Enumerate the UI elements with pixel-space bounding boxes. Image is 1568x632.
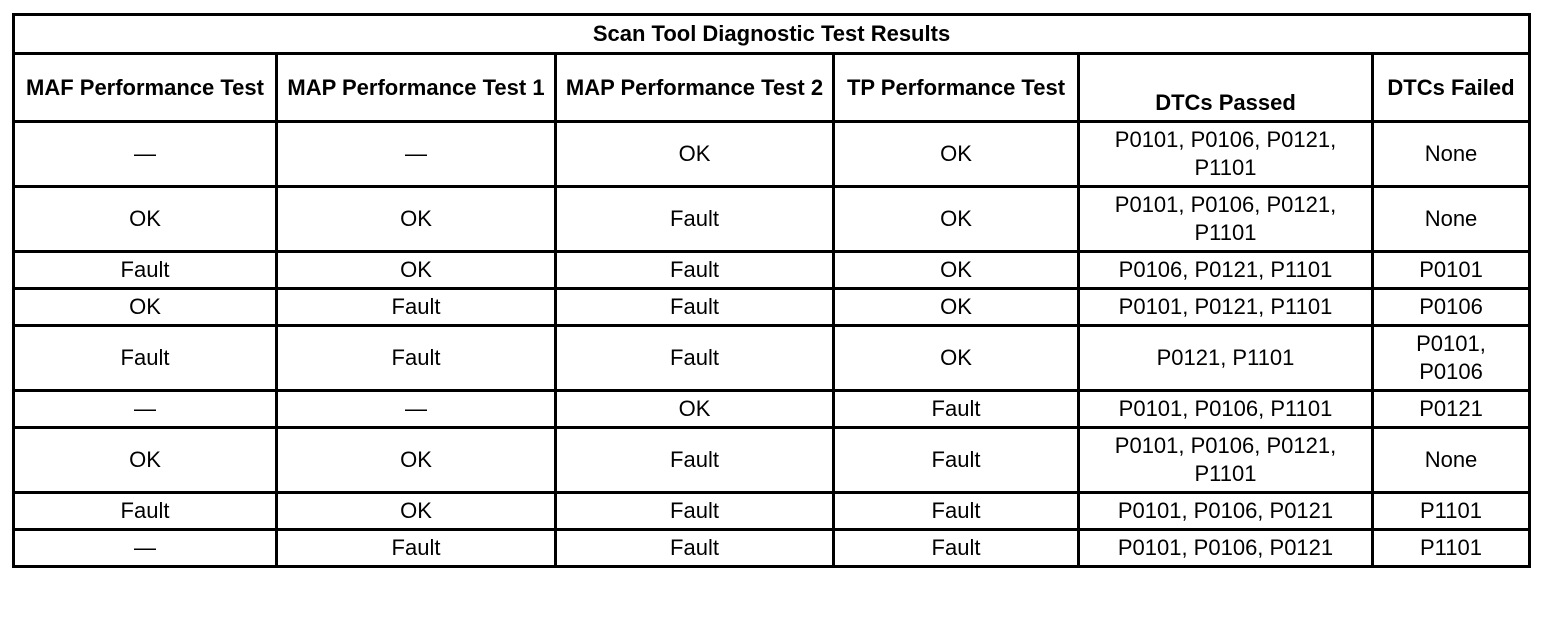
cell-dtcs-failed: P1101 [1373, 530, 1530, 567]
header-row [14, 54, 1530, 122]
table-row [14, 187, 1530, 252]
cell-dtcs-failed: P0121 [1373, 391, 1530, 428]
table-row [14, 428, 1530, 493]
cell-tp: Fault [834, 428, 1079, 493]
cell-map-1: OK [277, 187, 556, 252]
diagnostic-results-table-container [12, 13, 1531, 568]
cell-maf: — [14, 391, 277, 428]
header-maf-performance-test: MAF Performance Test [14, 54, 277, 122]
table-row [14, 326, 1530, 391]
cell-maf: OK [14, 428, 277, 493]
cell-maf: Fault [14, 493, 277, 530]
cell-map-2: OK [556, 122, 834, 187]
cell-map-2: Fault [556, 289, 834, 326]
cell-dtcs-failed: None [1373, 187, 1530, 252]
cell-dtcs-failed: None [1373, 122, 1530, 187]
header-map-performance-test-2: MAP Performance Test 2 [556, 54, 834, 122]
table-row [14, 530, 1530, 567]
cell-tp: OK [834, 326, 1079, 391]
cell-map-2: Fault [556, 326, 834, 391]
cell-dtcs-failed: P0101, P0106 [1373, 326, 1530, 391]
table-row [14, 252, 1530, 289]
cell-tp: Fault [834, 391, 1079, 428]
cell-map-1: OK [277, 252, 556, 289]
cell-map-1: OK [277, 428, 556, 493]
cell-map-1: Fault [277, 326, 556, 391]
cell-map-2: Fault [556, 187, 834, 252]
cell-maf: — [14, 530, 277, 567]
table-row [14, 289, 1530, 326]
cell-maf: — [14, 122, 277, 187]
cell-maf: Fault [14, 326, 277, 391]
cell-maf: OK [14, 187, 277, 252]
cell-dtcs-failed: P0101 [1373, 252, 1530, 289]
cell-dtcs-failed: P1101 [1373, 493, 1530, 530]
cell-map-2: Fault [556, 428, 834, 493]
cell-map-1: OK [277, 493, 556, 530]
cell-map-2: OK [556, 391, 834, 428]
cell-dtcs-passed: P0101, P0106, P0121, P1101 [1079, 428, 1373, 493]
cell-tp: Fault [834, 530, 1079, 567]
cell-tp: OK [834, 252, 1079, 289]
cell-dtcs-passed: P0101, P0106, P0121, P1101 [1079, 122, 1373, 187]
cell-dtcs-failed: P0106 [1373, 289, 1530, 326]
cell-dtcs-passed: P0101, P0106, P0121, P1101 [1079, 187, 1373, 252]
table-row [14, 391, 1530, 428]
cell-maf: Fault [14, 252, 277, 289]
header-tp-performance-test: TP Performance Test [834, 54, 1079, 122]
cell-map-1: Fault [277, 530, 556, 567]
cell-dtcs-passed: P0121, P1101 [1079, 326, 1373, 391]
cell-map-1: — [277, 391, 556, 428]
header-dtcs-passed: DTCs Passed [1079, 54, 1373, 122]
cell-map-1: — [277, 122, 556, 187]
table-row [14, 493, 1530, 530]
title-row [14, 15, 1530, 54]
cell-dtcs-passed: P0106, P0121, P1101 [1079, 252, 1373, 289]
cell-dtcs-passed: P0101, P0106, P0121 [1079, 493, 1373, 530]
header-map-performance-test-1: MAP Performance Test 1 [277, 54, 556, 122]
cell-maf: OK [14, 289, 277, 326]
cell-tp: OK [834, 122, 1079, 187]
cell-map-1: Fault [277, 289, 556, 326]
cell-map-2: Fault [556, 530, 834, 567]
cell-dtcs-passed: P0101, P0121, P1101 [1079, 289, 1373, 326]
cell-dtcs-passed: P0101, P0106, P1101 [1079, 391, 1373, 428]
table-row [14, 122, 1530, 187]
cell-tp: Fault [834, 493, 1079, 530]
table-title: Scan Tool Diagnostic Test Results [14, 15, 1530, 54]
cell-map-2: Fault [556, 493, 834, 530]
header-dtcs-failed: DTCs Failed [1373, 54, 1530, 122]
cell-tp: OK [834, 289, 1079, 326]
cell-map-2: Fault [556, 252, 834, 289]
cell-dtcs-failed: None [1373, 428, 1530, 493]
diagnostic-results-table [12, 13, 1531, 568]
cell-tp: OK [834, 187, 1079, 252]
cell-dtcs-passed: P0101, P0106, P0121 [1079, 530, 1373, 567]
